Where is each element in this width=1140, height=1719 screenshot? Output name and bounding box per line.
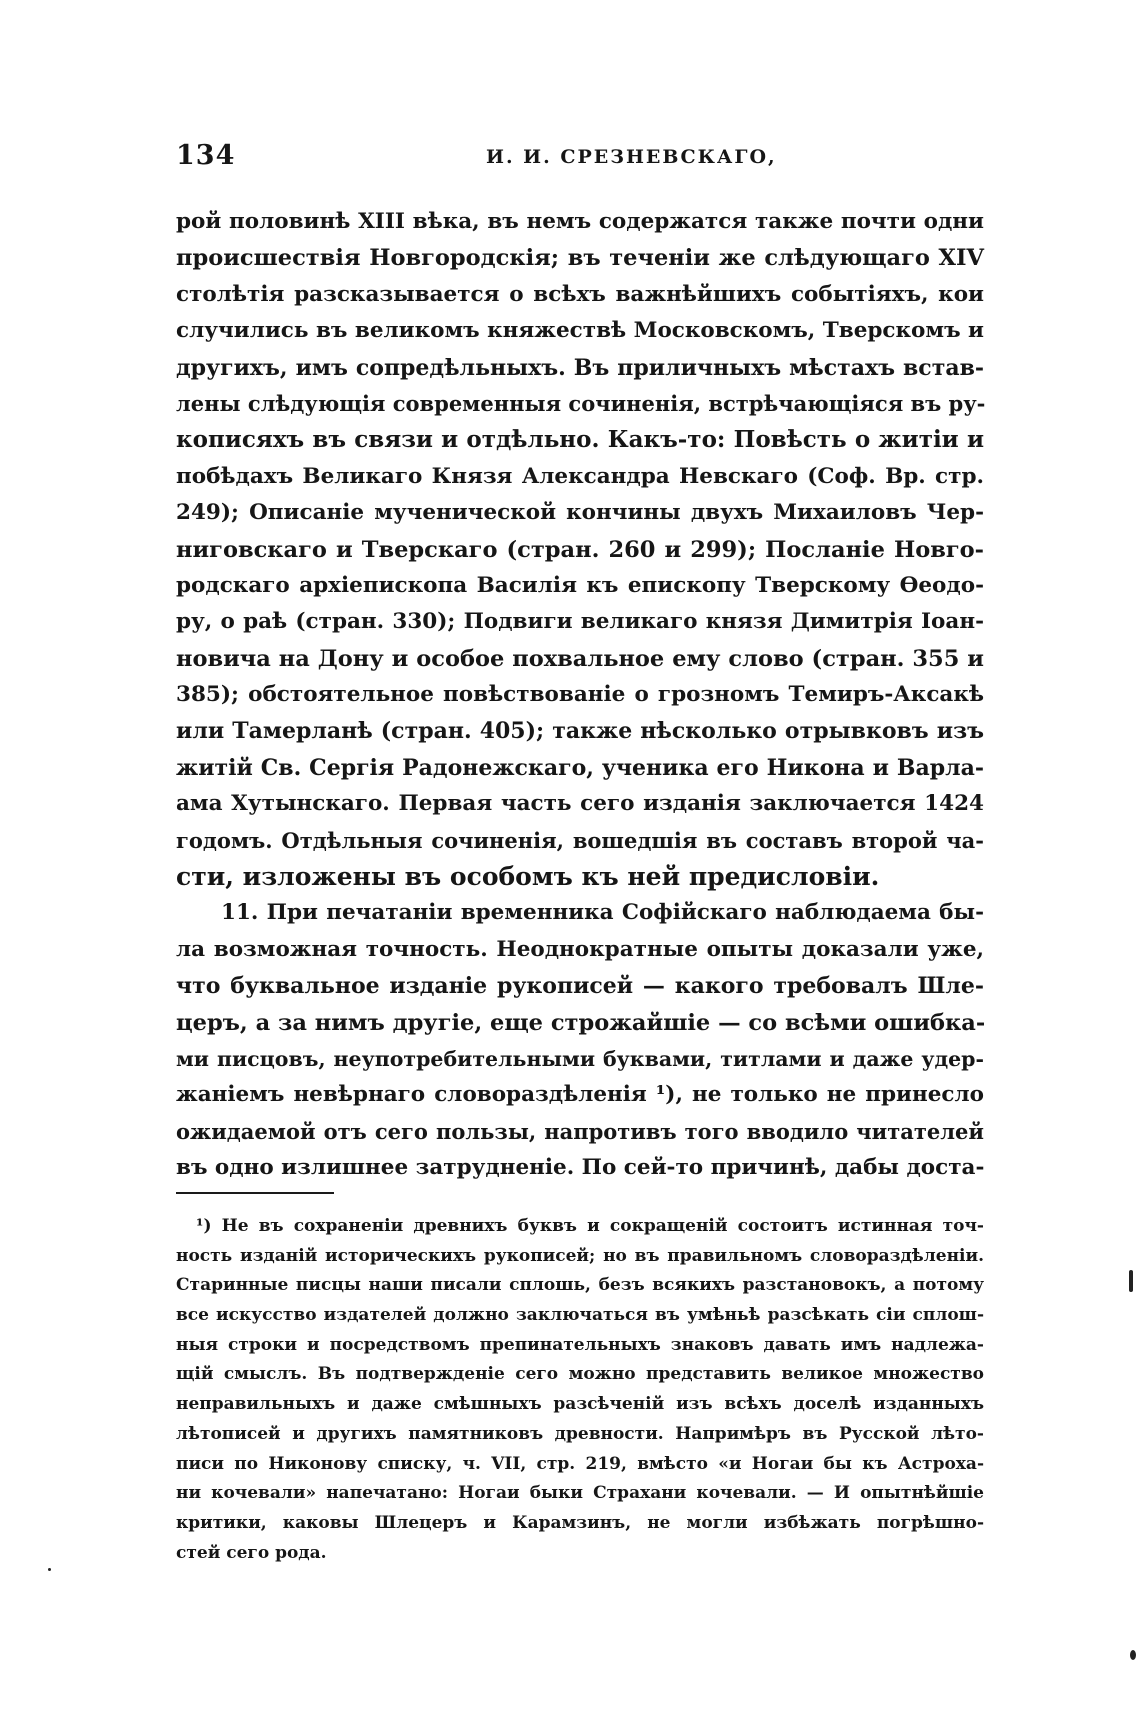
text-line: или Тамерланѣ (стран. 405); также нѣсколько отрывковъ изъ xyxy=(176,718,984,745)
footnote-line: щій смыслъ. Въ подтвержденіе сего можно представить великое множество xyxy=(176,1364,984,1385)
scan-speck xyxy=(48,1568,51,1571)
text-line: жаніемъ невѣрнаго словораздѣленія ¹), не только не принесло xyxy=(176,1082,984,1108)
page-number: 134 xyxy=(176,140,236,171)
footnote-line: критики, каковы Шлецеръ и Карамзинъ, не могли избѣжать погрѣшно- xyxy=(176,1512,984,1533)
text-line: лены слѣдующія современныя сочиненія, встрѣчающіяся въ ру- xyxy=(176,390,986,416)
paragraph-end-line: сти, изложены въ особомъ къ ней предисловіи. xyxy=(176,862,880,892)
running-head: И. И. СРЕЗНЕВСКАГО, xyxy=(486,146,777,168)
footnote-line: ность изданій историческихъ рукописей; но въ правильномъ словораздѣленіи. xyxy=(176,1245,984,1266)
footnote-line: неправильныхъ и даже смѣшныхъ разсѣченій изъ всѣхъ доселѣ изданныхъ xyxy=(176,1394,984,1415)
main-text xyxy=(176,204,984,1187)
text-line: ла возможная точность. Неоднократные опыты доказали уже, xyxy=(176,936,984,962)
text-line: годомъ. Отдѣльныя сочиненія, вошедшія въ составъ второй ча- xyxy=(176,827,984,853)
footnote-line: стей сего рода. xyxy=(176,1542,327,1563)
scan-speck xyxy=(1130,1650,1136,1660)
text-line: 385); обстоятельное повѣствованіе о грозномъ Темиръ-Аксакѣ xyxy=(176,682,984,708)
text-line: 249); Описаніе мученической кончины двухъ Михаиловъ Чер- xyxy=(176,500,984,526)
page-header xyxy=(176,140,984,180)
text-line: ми писцовъ, неупотребительными буквами, титлами и даже удер- xyxy=(176,1046,984,1071)
text-line: происшествія Новгородскія; въ теченіи же слѣдующаго XIV xyxy=(176,245,984,272)
text-line: житій Св. Сергія Радонежскаго, ученика его Никона и Варла- xyxy=(176,754,984,781)
text-line: въ одно излишнее затрудненіе. По сей-то причинѣ, дабы доста- xyxy=(176,1155,985,1181)
footnote-line: ныя строки и посредствомъ препинательныхъ знаковъ давать имъ надлежа- xyxy=(176,1334,984,1355)
text-line: родскаго архіепископа Василія къ епископу Тверскому Ѳеодо- xyxy=(176,572,984,598)
footnote-line: Старинные писцы наши писали сплошь, безъ всякихъ разстановокъ, а потому xyxy=(176,1275,984,1296)
footnote xyxy=(176,1212,984,1568)
text-line: случились въ великомъ княжествѣ Московскомъ, Тверскомъ и xyxy=(176,318,984,344)
text-line: ниговскаго и Тверскаго (стран. 260 и 299); Посланіе Новго- xyxy=(176,536,984,563)
text-line: кописяхъ въ связи и отдѣльно. Какъ-то: Повѣсть о житіи и xyxy=(176,426,984,454)
text-line: побѣдахъ Великаго Князя Александра Невскаго (Соф. Вр. стр. xyxy=(176,463,984,489)
text-line: ама Хутынскаго. Первая часть сего изданія заключается 1424 xyxy=(176,791,984,817)
text-line: другихъ, имъ сопредѣльныхъ. Въ приличныхъ мѣстахъ встав- xyxy=(176,354,984,381)
text-line: рой половинѣ XIII вѣка, въ немъ содержатся также почти одни xyxy=(176,209,984,234)
footnote-line: лѣтописей и другихъ памятниковъ древности. Напримѣръ въ Русской лѣто- xyxy=(176,1423,984,1444)
paragraph-start-line: 11. При печатаніи временника Софійскаго наблюдаема бы- xyxy=(221,900,984,926)
text-line: ру, о раѣ (стран. 330); Подвиги великаго князя Димитрія Іоан- xyxy=(176,609,984,635)
footnote-line: писи по Никонову списку, ч. VII, стр. 219, вмѣсто «и Ногаи бы къ Астроха- xyxy=(176,1453,984,1474)
footnote-line: ни кочевали» напечатано: Ногаи быки Страхани кочевали. — И опытнѣйшіе xyxy=(176,1483,984,1504)
text-line: ожидаемой отъ сего пользы, напротивъ того вводило читателей xyxy=(176,1118,984,1144)
footnote-line: ¹) Не въ сохраненіи древнихъ буквъ и сокращеній состоитъ истинная точ- xyxy=(196,1216,984,1236)
footnote-divider xyxy=(176,1192,334,1194)
scan-speck xyxy=(1129,1270,1133,1292)
text-line: что буквальное изданіе рукописей — какого требовалъ Шле- xyxy=(176,973,984,1000)
text-line: столѣтія разсказывается о всѣхъ важнѣйшихъ событіяхъ, кои xyxy=(176,281,984,307)
text-line: новича на Дону и особое похвальное ему слово (стран. 355 и xyxy=(176,645,984,672)
footnote-line: все искусство издателей должно заключаться въ умѣньѣ разсѣкать сіи сплош- xyxy=(176,1305,984,1326)
text-line: церъ, а за нимъ другіе, еще строжайшіе — со всѣми ошибка- xyxy=(176,1009,986,1036)
